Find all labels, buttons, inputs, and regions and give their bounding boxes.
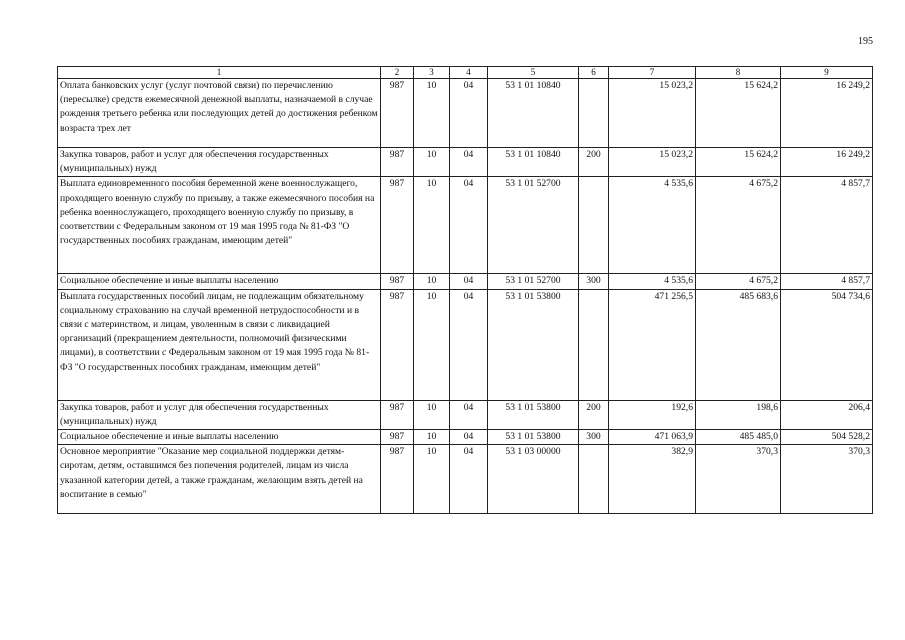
cell-amount-year1: 4 535,6 bbox=[609, 177, 696, 274]
cell-amount-year3: 16 249,2 bbox=[781, 148, 873, 177]
table-row bbox=[58, 445, 873, 514]
cell-admin-code: 987 bbox=[381, 430, 414, 445]
cell-admin-code: 987 bbox=[381, 148, 414, 177]
cell-admin-code: 987 bbox=[381, 445, 414, 514]
cell-expense-type: 200 bbox=[579, 148, 609, 177]
cell-amount-year2: 4 675,2 bbox=[696, 274, 781, 289]
cell-target-article: 53 1 01 53800 bbox=[488, 289, 579, 400]
row-description: Социальное обеспечение и иные выплаты населению bbox=[58, 274, 381, 289]
cell-amount-year1: 15 023,2 bbox=[609, 148, 696, 177]
table-row bbox=[58, 148, 873, 177]
cell-expense-type bbox=[579, 289, 609, 400]
cell-target-article: 53 1 01 52700 bbox=[488, 274, 579, 289]
header-cell: 5 bbox=[488, 67, 579, 79]
cell-section: 10 bbox=[414, 430, 450, 445]
cell-section: 10 bbox=[414, 400, 450, 429]
table-row bbox=[58, 79, 873, 148]
cell-section: 10 bbox=[414, 79, 450, 148]
row-description: Выплата государственных пособий лицам, не подлежащим обязательному социальному страхованию на случай временной нетрудоспособности и в связи с материнством, и лицам, уволенным в связи с ликвидацией организаций (прекращением деятельности, полномочий физическими лицами), в соответствии с Федеральным законом от 19 мая 1995 года № 81-ФЗ "О государственных пособиях гражданам, имеющим детей" bbox=[58, 289, 381, 400]
cell-amount-year2: 198,6 bbox=[696, 400, 781, 429]
cell-section: 10 bbox=[414, 177, 450, 274]
cell-amount-year1: 15 023,2 bbox=[609, 79, 696, 148]
cell-expense-type: 200 bbox=[579, 400, 609, 429]
budget-table bbox=[57, 66, 873, 514]
row-description: Социальное обеспечение и иные выплаты населению bbox=[58, 430, 381, 445]
row-description: Закупка товаров, работ и услуг для обеспечения государственных (муниципальных) нужд bbox=[58, 148, 381, 177]
cell-admin-code: 987 bbox=[381, 177, 414, 274]
cell-amount-year3: 4 857,7 bbox=[781, 274, 873, 289]
cell-subsection: 04 bbox=[450, 430, 488, 445]
cell-subsection: 04 bbox=[450, 79, 488, 148]
table-row bbox=[58, 430, 873, 445]
cell-expense-type: 300 bbox=[579, 430, 609, 445]
cell-subsection: 04 bbox=[450, 289, 488, 400]
cell-amount-year2: 15 624,2 bbox=[696, 148, 781, 177]
cell-amount-year3: 504 734,6 bbox=[781, 289, 873, 400]
row-description: Оплата банковских услуг (услуг почтовой связи) по перечислению (пересылке) средств ежемесячной денежной выплаты, назначаемой в случае рождения третьего ребенка или последующих детей до достижения ребенком возраста трех лет bbox=[58, 79, 381, 148]
row-description: Закупка товаров, работ и услуг для обеспечения государственных (муниципальных) нужд bbox=[58, 400, 381, 429]
cell-amount-year1: 471 256,5 bbox=[609, 289, 696, 400]
cell-amount-year2: 15 624,2 bbox=[696, 79, 781, 148]
header-cell: 1 bbox=[58, 67, 381, 79]
cell-subsection: 04 bbox=[450, 177, 488, 274]
cell-target-article: 53 1 01 53800 bbox=[488, 430, 579, 445]
header-cell: 6 bbox=[579, 67, 609, 79]
header-cell: 7 bbox=[609, 67, 696, 79]
row-description: Основное мероприятие "Оказание мер социальной поддержки детям-сиротам, детям, оставшимся без попечения родителей, лицам из числа указанной категории детей, а также гражданам, желающим взять детей на воспитание в семью" bbox=[58, 445, 381, 514]
cell-target-article: 53 1 01 52700 bbox=[488, 177, 579, 274]
cell-amount-year3: 4 857,7 bbox=[781, 177, 873, 274]
cell-amount-year2: 485 683,6 bbox=[696, 289, 781, 400]
cell-amount-year3: 370,3 bbox=[781, 445, 873, 514]
cell-expense-type bbox=[579, 177, 609, 274]
table-row bbox=[58, 400, 873, 429]
cell-target-article: 53 1 01 10840 bbox=[488, 148, 579, 177]
row-description: Выплата единовременного пособия беременной жене военнослужащего, проходящего военную службу по призыву, а также ежемесячного пособия на ребенка военнослужащего, проходящего военную службу по призыву, в соответствии с Федеральным законом от 19 мая 1995 года № 81-ФЗ "О государственных пособиях гражданам, имеющим детей" bbox=[58, 177, 381, 274]
cell-section: 10 bbox=[414, 274, 450, 289]
cell-subsection: 04 bbox=[450, 445, 488, 514]
header-cell: 4 bbox=[450, 67, 488, 79]
page-number: 195 bbox=[858, 36, 873, 47]
cell-amount-year3: 206,4 bbox=[781, 400, 873, 429]
cell-admin-code: 987 bbox=[381, 289, 414, 400]
cell-subsection: 04 bbox=[450, 148, 488, 177]
cell-target-article: 53 1 01 10840 bbox=[488, 79, 579, 148]
header-cell: 2 bbox=[381, 67, 414, 79]
cell-amount-year1: 382,9 bbox=[609, 445, 696, 514]
cell-amount-year2: 370,3 bbox=[696, 445, 781, 514]
cell-amount-year3: 16 249,2 bbox=[781, 79, 873, 148]
cell-amount-year1: 192,6 bbox=[609, 400, 696, 429]
cell-expense-type: 300 bbox=[579, 274, 609, 289]
cell-amount-year3: 504 528,2 bbox=[781, 430, 873, 445]
cell-admin-code: 987 bbox=[381, 400, 414, 429]
table-row bbox=[58, 177, 873, 274]
cell-section: 10 bbox=[414, 289, 450, 400]
table-row bbox=[58, 289, 873, 400]
cell-amount-year1: 4 535,6 bbox=[609, 274, 696, 289]
cell-admin-code: 987 bbox=[381, 274, 414, 289]
header-cell: 8 bbox=[696, 67, 781, 79]
cell-section: 10 bbox=[414, 445, 450, 514]
header-row bbox=[58, 67, 873, 79]
table-row bbox=[58, 274, 873, 289]
cell-expense-type bbox=[579, 79, 609, 148]
cell-expense-type bbox=[579, 445, 609, 514]
cell-amount-year2: 485 485,0 bbox=[696, 430, 781, 445]
cell-amount-year2: 4 675,2 bbox=[696, 177, 781, 274]
header-cell: 9 bbox=[781, 67, 873, 79]
cell-subsection: 04 bbox=[450, 274, 488, 289]
cell-amount-year1: 471 063,9 bbox=[609, 430, 696, 445]
cell-target-article: 53 1 01 53800 bbox=[488, 400, 579, 429]
cell-target-article: 53 1 03 00000 bbox=[488, 445, 579, 514]
cell-admin-code: 987 bbox=[381, 79, 414, 148]
cell-section: 10 bbox=[414, 148, 450, 177]
cell-subsection: 04 bbox=[450, 400, 488, 429]
header-cell: 3 bbox=[414, 67, 450, 79]
